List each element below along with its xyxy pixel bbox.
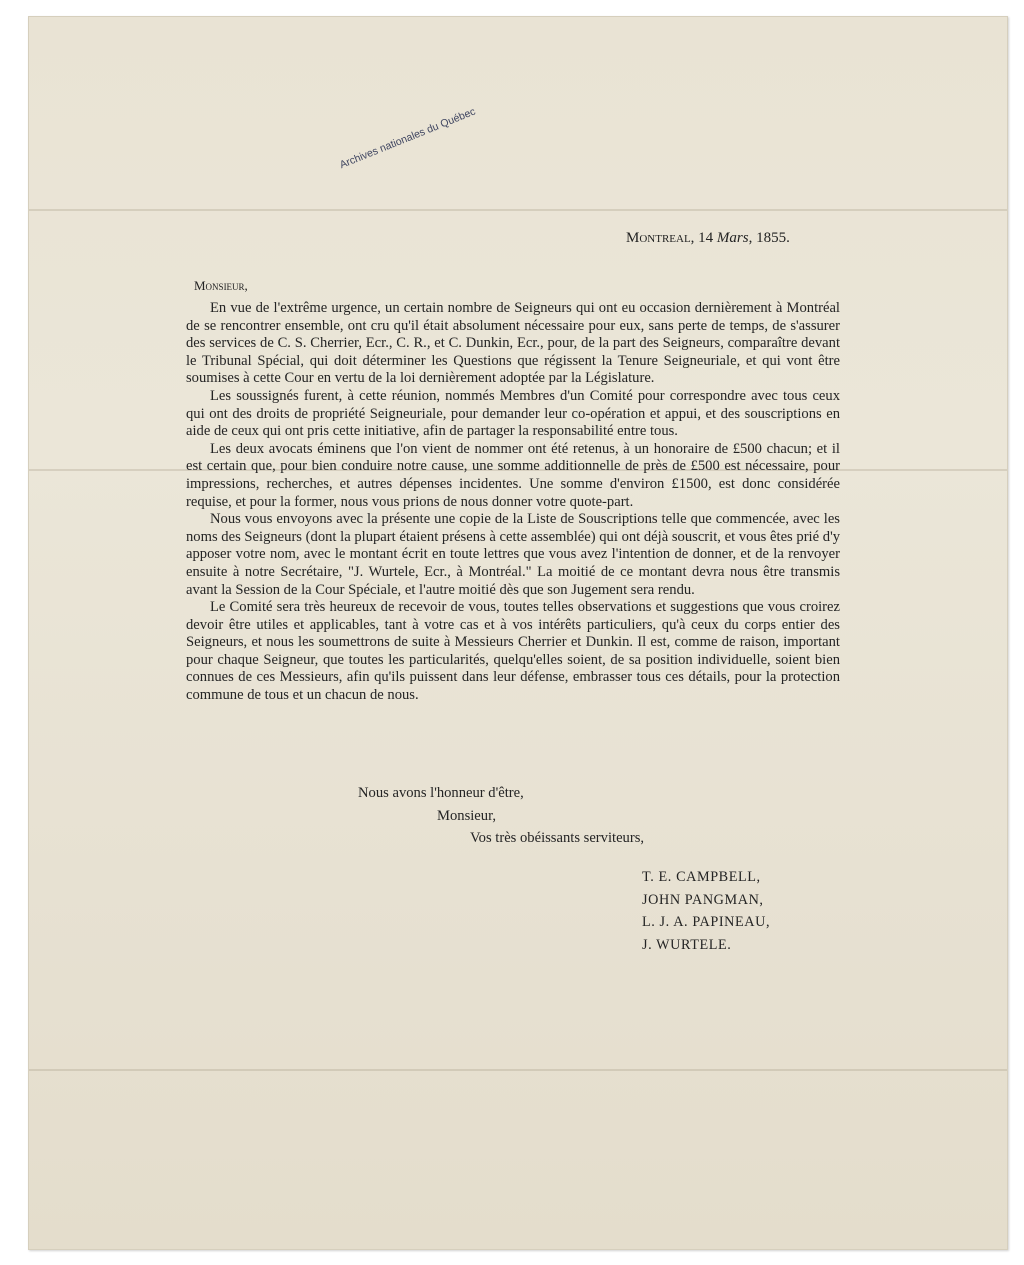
paragraph: Nous vous envoyons avec la présente une copie de la Liste de Souscriptions telle que commencée, avec les noms des Seigneurs (dont la plupart étaient présens à cette assemblée) qui ont déjà souscrit, et vous êtes prié d'y apposer votre nom, avec le montant écrit en toute lettres que vous avez l'intention de donner, et de la renvoyer ensuite à notre Secrétaire, "J. Wurtele, Ecr., à Montréal." La moitié de ce montant devra nous être transmis avant la Session de la Cour Spéciale, et l'autre moitié dès que son Jugement sera rendu. [186,511,840,598]
salutation: Monsieur, [194,278,248,293]
paragraph: Les soussignés furent, à cette réunion, nommés Membres d'un Comité pour correspondre avec tous ceux qui ont des droits de propriété Seigneuriale, pour demander leur co-opération et appui, et des souscriptions en aide de ceux qui ont pris cette initiative, afin de partager la responsabilité entre tous. [186,387,840,440]
closing-line: Monsieur, [437,808,497,824]
dateline-city: Montreal [626,230,691,246]
dateline-month: Mars [716,230,749,246]
closing-line: Vos très obéissants serviteurs, [470,830,645,846]
closing-line: Nous avons l'honneur d'être, [358,785,524,801]
signatory-list [642,866,770,956]
signatory-name: T. E. CAMPBELL, [642,869,761,885]
paragraph: Le Comité sera très heureux de recevoir de vous, toutes telles observations et suggestions que vous croirez devoir être utiles et applicables, tant à votre cas et à vos intérêts particuliers, qu'à ceux du corps entier des Seigneurs, et nous les soumettrons de suite à Messieurs Cherrier et Dunkin. Il est, comme de raison, important pour chaque Seigneur, que toutes les particularités, quelqu'elles soient, de sa position individuelle, soient bien connues de ces Messieurs, afin qu'ils puissent dans leur défense, embrasser tous ces détails, pour la protection commune de tous et un chacun de nous. [186,599,840,704]
paragraph: Les deux avocats éminens que l'on vient de nommer ont été retenus, à un honoraire de £500 chacun; et il est certain que, pour bien conduire notre cause, une somme additionnelle de près de £500 est nécessaire, pour impressions, recherches, et autres dépenses incidentes. Une somme d'environ £1500, est donc considérée requise, et pour la former, nous vous prions de nous donner votre quote-part. [186,440,840,510]
signatory-name: L. J. A. PAPINEAU, [642,914,771,930]
archive-stamp: Archives nationales du Québec [338,105,478,172]
fold-line [29,209,1007,211]
dateline-year: 1855. [756,230,790,246]
dateline-day: 14 [698,230,714,246]
letter-body [186,300,840,705]
dateline: Montreal, 14 Mars, 1855. [626,230,790,246]
signatory-name: JOHN PANGMAN, [642,891,764,908]
signatory-name: J. WURTELE. [642,936,732,953]
fold-line [29,1069,1007,1071]
paragraph: En vue de l'extrême urgence, un certain nombre de Seigneurs qui ont eu occasion dernièrement à Montréal de se rencontrer ensemble, ont cru qu'il était absolument nécessaire pour eux, sans perte de temps, de s'assurer des services de C. S. Cherrier, Ecr., C. R., et C. Dunkin, Ecr., pour, de la part des Seigneurs, comparaître devant le Tribunal Spécial, qui doit déterminer les Questions que régissent la Tenure Seigneuriale, et qui vont être soumises à cette Cour en vertu de la loi dernièrement adoptée par la Législature. [186,300,840,387]
